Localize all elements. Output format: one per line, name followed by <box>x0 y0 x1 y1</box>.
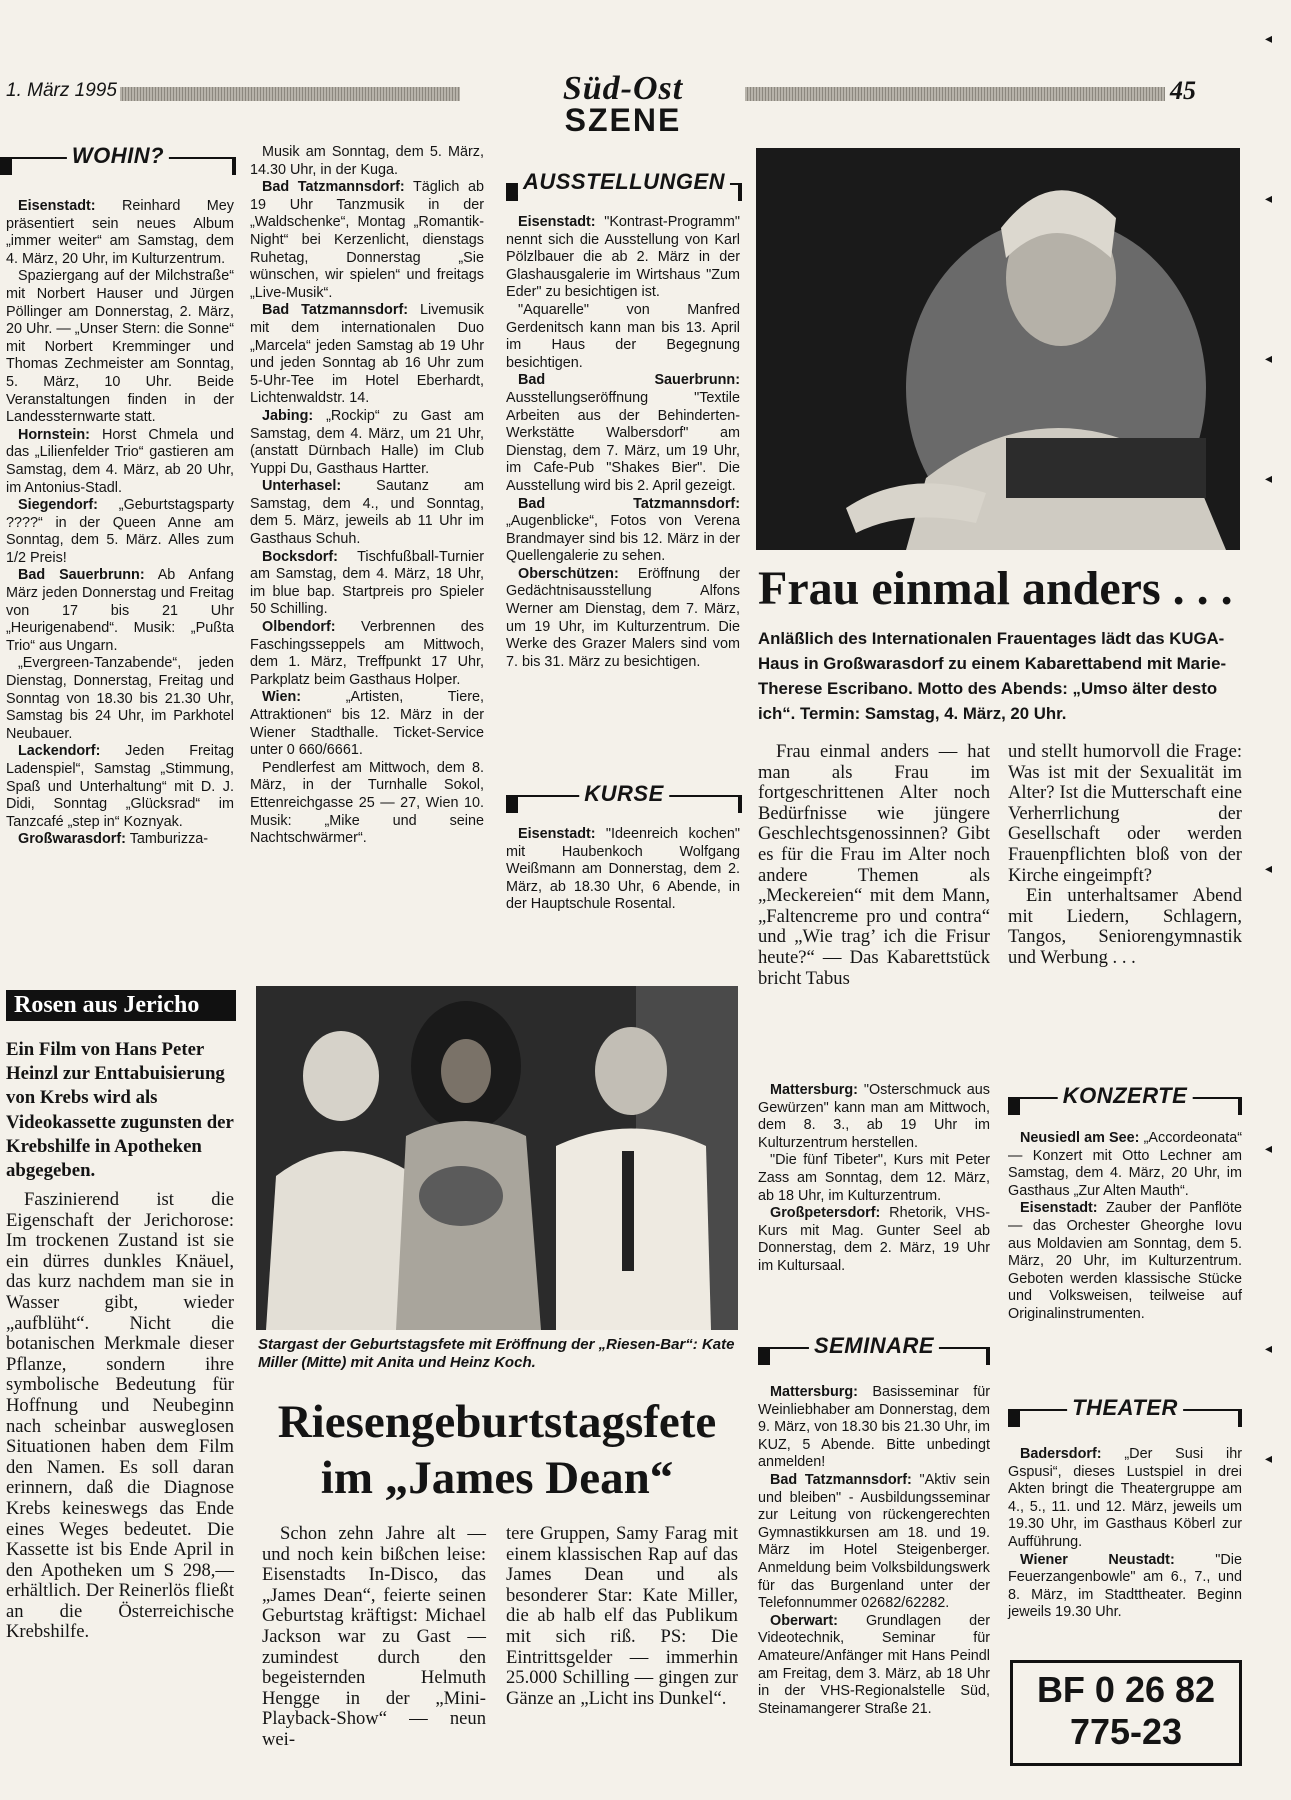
riesen-text-1: Schon zehn Jahre alt — und noch kein bißchen leise: Eisenstadts In-Disco, das „James Dean“, feierte seinen Geburtstag kräftigst: Michael Jackson war zu Gast — zumindest durch den begeisternden Helmuth Hengge in der „Mini-Playback-Show“ — neun wei- <box>262 1523 486 1750</box>
listing-place: Eisenstadt: <box>518 826 596 842</box>
listing-entry <box>506 496 740 566</box>
page-number: 45 <box>1170 76 1196 105</box>
listing-entry <box>1008 1446 1242 1552</box>
listing-entry <box>1008 1130 1242 1200</box>
listing-entry <box>758 1384 990 1472</box>
bf-code-line1: BF 0 26 82 <box>1036 1669 1216 1710</box>
header-rule-left <box>120 87 460 101</box>
listing-text: Tamburizza- <box>125 831 209 848</box>
listing-place: Siegendorf: <box>18 497 98 514</box>
listing-text: Zauber der Panflöte — das Orchester Gheorghe Iovu aus Moldavien am Sonntag, dem 5. März, 20 Uhr, im Kulturzentrum. Geboten werden klassische Stücke und Volksweisen, teilweise auf Originalinstrumenten. <box>1008 1200 1242 1322</box>
listing-text: "Osterschmuck aus Gewürzen" kann man am Mittwoch, dem 8. 3., ab 19 Uhr im Kulturzentrum herstellen. <box>758 1082 990 1151</box>
listing-text: "Die fünf Tibeter", Kurs mit Peter Zass am Sonntag, dem 12. März, ab 18 Uhr, im Kulturzentrum. <box>758 1152 990 1204</box>
seminare-heading: SEMINARE <box>809 1333 939 1359</box>
wohin-column-1 <box>6 198 234 849</box>
listing-text: Spaziergang auf der Milchstraße“ mit Norbert Hauser und Jürgen Pöllinger am Donnerstag, 2. März, 20 Uhr. — „Unser Stern: die Sonne“ mit Norbert Kremminger und Thomas Zechmeister am Sonntag, 5. März, 10 Uhr. Beide Veranstaltungen finden in der Landessternwarte statt. <box>6 268 234 426</box>
listing-place: Wiener Neustadt: <box>1020 1551 1175 1568</box>
listing-entry <box>6 655 234 743</box>
wohin-column-2 <box>250 144 484 848</box>
frau-subhead: Anläßlich des Internationalen Frauentages lädt das KUGA-Haus in Großwarasdorf zu einem Kabarettabend mit Marie-Therese Escribano. Motto des Abends: „Umso älter desto ich“. Termin: Samstag, 4. März, 20 Uhr. <box>758 629 1227 723</box>
section-heading-seminare <box>758 1332 990 1366</box>
rosen-text: Faszinierend ist die Eigenschaft der Jerichorose: Im trockenen Zustand ist sie ein dürres dunkles Knäuel, das kurz nachdem man sie in Wasser gibt, wieder „aufblüht“. Nicht die botanischen Merkmale dieser Pflanze, sondern ihre symbolische Bedeutung für Hoffnung und Neubeginn nach scheinbar ausweglosen Situationen haben dem Film den Namen. Es soll daran erinnern, daß die Diagnose Krebs keineswegs das Ende eines Weges bedeutet. Die Kassette ist bis Ende April in den Apotheken um S 298,— erhältlich. Der Reinerlös fließt an die Österreichische Krebshilfe. <box>6 1189 234 1643</box>
listing-text: "Ideenreich kochen" mit Haubenkoch Wolfgang Weißmann am Donnerstag, dem 2. März, ab 18.30 Uhr, 6 Abende, in der Hauptschule Rosental. <box>506 826 740 913</box>
frau-text-1: Frau einmal anders — hat man als Frau im fortgeschrittenen Alter noch Bedürfnisse wie jüngere Geschlechtsgenossinnen? Gibt es für die Frau im Alter noch andere Themen als „Meckereien“ mit dem Mann, „Faltencreme pro und contra“ und „Wie trag’ ich die Frisur heute?“ — Das Kabarettstück bricht Tabus <box>758 741 990 989</box>
listing-text: Reinhard Mey präsentiert sein neues Album „immer weiter“ am Samstag, dem 4. März, 20 Uhr, im Kulturzentrum. <box>6 198 234 267</box>
listing-place: Oberwart: <box>770 1612 838 1629</box>
kabarett-photo-figure <box>756 148 1240 550</box>
frau-text-2b: Ein unterhaltsamer Abend mit Liedern, Schlagern, Tangos, Seniorengymnastik und Werbung . . . <box>1008 885 1242 968</box>
section-heading-theater <box>1008 1394 1242 1428</box>
listing-text: Verbrennen des Faschingsseppels am Mittwoch, dem 1. März, Treffpunkt 17 Uhr, Parkplatz beim Gasthaus Holper. <box>250 619 484 688</box>
listing-entry <box>250 760 484 848</box>
listing-entry <box>250 179 484 302</box>
listing-place: Unterhasel: <box>262 478 342 495</box>
listing-text: „Artisten, Tiere, Attraktionen“ bis 12. März in der Wiener Stadthalle. Ticket-Service unter 0 660/6661. <box>250 689 484 759</box>
riesen-headline-line1: Riesengeburtstagsfete <box>277 1396 717 1448</box>
listing-entry <box>250 408 484 478</box>
listing-entry <box>6 743 234 831</box>
listing-entry <box>758 1613 990 1719</box>
riesen-column-1 <box>262 1524 486 1751</box>
listing-entry <box>6 497 234 567</box>
kabarett-photo <box>756 148 1240 550</box>
issue-date: 1. März 1995 <box>6 80 117 101</box>
listing-place: Badersdorf: <box>1020 1446 1102 1462</box>
listing-text: „Evergreen-Tanzabende“, jeden Dienstag, Donnerstag, Freitag und Sonntag von 18.30 bis 21.30 Uhr, Samstag bis 24 Uhr, im Parkhotel Neubauer. <box>6 655 234 742</box>
ausstellungen-column <box>506 214 740 671</box>
listing-place: Eisenstadt: <box>18 198 96 214</box>
section-heading-wohin <box>0 142 236 176</box>
listing-text: Grundlagen der Videotechnik, Seminar für Amateure/Anfänger mit Hans Peindl am Freitag, dem 3. März, ab 18 Uhr in der VHS-Regionalstelle Süd, Steinamangerer Straße 21. <box>758 1612 990 1717</box>
listing-text: „Rockip“ zu Gast am Samstag, dem 4. März, um 21 Uhr, (anstatt Dürnbach Halle) im Club Yuppi Du, Gasthaus Hartter. <box>250 407 484 477</box>
konzerte-column <box>1008 1130 1242 1324</box>
logo-line2: SZENE <box>564 102 682 138</box>
listing-text: Horst Chmela und das „Lilienfelder Trio“ gastieren am Samstag, dem 4. März, ab 20 Uhr, im Antonius-Stadl. <box>6 426 234 496</box>
listing-entry <box>6 567 234 655</box>
listing-entry <box>6 268 234 426</box>
listing-entry <box>758 1152 990 1205</box>
listing-entry <box>1008 1200 1242 1323</box>
listing-place: Großpetersdorf: <box>770 1205 881 1222</box>
rosen-column <box>6 1190 234 1643</box>
listing-place: Bad Sauerbrunn: <box>518 372 740 389</box>
listing-text: „Geburtstagsparty ????“ in der Queen Anne am Sonntag, dem 5. März. Alles zum 1/2 Preis! <box>6 497 234 566</box>
frau-column-1 <box>758 742 990 989</box>
listing-place: Bad Tatzmannsdorf: <box>262 302 409 319</box>
listing-text: Eröffnung der Gedächtnisausstellung Alfons Werner am Dienstag, dem 7. März, um 19 Uhr, im Kulturzentrum. Die Werke des Grazer Malers sind vom 7. bis 31. März zu besichtigen. <box>506 565 740 670</box>
listing-place: Bad Tatzmannsdorf: <box>770 1471 912 1488</box>
listing-text: Täglich ab 19 Uhr Tanzmusik in der „Waldschenke“, Montag „Romantik-Night“ bei Kerzenlicht, dienstags Ruhetag, Donnerstag „Sie wünschen, wir spielen“ und freitags „Live-Musik“. <box>250 179 484 301</box>
header-rule-right <box>745 87 1165 101</box>
listing-entry <box>250 144 484 179</box>
listing-text: "Aquarelle" von Manfred Gerdenitsch kann man bis 13. April im Haus der Begegnung besichtigen. <box>506 301 740 371</box>
listing-place: Mattersburg: <box>770 1082 858 1098</box>
listing-place: Jabing: <box>262 407 314 424</box>
listing-text: Sautanz am Samstag, dem 4., und Sonntag, dem 5. März, jeweils ab 11 Uhr im Gasthaus Schuh. <box>250 478 484 548</box>
listing-place: Wien: <box>262 689 302 706</box>
listing-entry <box>506 826 740 914</box>
listing-text: Livemusik mit dem internationalen Duo „Marcela“ jeden Samstag ab 19 Uhr und jeden Sonntag ab 16 Uhr zum 5-Uhr-Tee im Hotel Eberhardt, Lichtenwaldstr. 14. <box>250 302 484 407</box>
listing-text: Ausstellungseröffnung "Textile Arbeiten aus der Behinderten-Werkstätte Walbersdorf" am Dienstag, dem 7. März, um 19 Uhr, im Cafe-Pub "Shakes Bier". Die Ausstellung wird bis 2. April gezeigt. <box>506 389 740 494</box>
listing-entry <box>250 302 484 408</box>
listing-entry <box>506 214 740 302</box>
geburtstag-photo-figures <box>256 986 738 1330</box>
listing-entry <box>250 689 484 759</box>
rosen-subhead: Ein Film von Hans Peter Heinzl zur Enttabuisierung von Krebs wird als Videokassette zugunsten der Krebshilfe in Apotheken abgegeben. <box>6 1039 234 1182</box>
listing-entry <box>250 478 484 548</box>
listing-text: Musik am Sonntag, dem 5. März, 14.30 Uhr, in der Kuga. <box>250 144 484 178</box>
masthead-logo <box>508 70 738 160</box>
ausstellungen-heading: AUSSTELLUNGEN <box>518 169 730 195</box>
listing-text: Tischfußball-Turnier am Samstag, dem 4. März, 18 Uhr, im blue bap. Startpreis pro Spieler 50 Schilling. <box>250 548 484 618</box>
listing-entry <box>506 302 740 372</box>
logo-line1: Süd-Ost <box>562 70 684 107</box>
listing-text: „Augenblicke“, Fotos von Verena Brandmayer sind bis 12. März in der Quellengalerie zu sehen. <box>506 513 740 565</box>
listing-text: „Accordeonata“ — Konzert mit Otto Lechner am Samstag, dem 4. März, 20 Uhr, im Gasthaus „Zur Alten Mauth“. <box>1008 1130 1242 1199</box>
listing-entry <box>6 831 234 849</box>
frau-headline: Frau einmal anders . . . <box>758 562 1233 615</box>
riesen-headline-line2: im „James Dean“ <box>320 1452 674 1504</box>
listing-entry <box>758 1472 990 1613</box>
riesen-column-2 <box>506 1524 738 1709</box>
listing-text: Ab Anfang März jeden Donnerstag und Freitag von 17 bis 21 Uhr „Heurigenabend“. Musik: „Pußta Trio“ aus Ungarn. <box>6 567 235 654</box>
geburtstag-photo <box>256 986 738 1330</box>
listing-text: Rhetorik, VHS-Kurs mit Mag. Gunter Seel ab Donnerstag, dem 2. März, 19 Uhr im Kultursaal. <box>758 1205 990 1274</box>
listing-entry <box>758 1205 990 1275</box>
listing-place: Eisenstadt: <box>518 214 596 230</box>
listing-place: Hornstein: <box>18 426 90 443</box>
geburtstag-caption: Stargast der Geburtstagsfete mit Eröffnung der „Riesen-Bar“: Kate Miller (Mitte) mit Anita und Heinz Koch. <box>258 1336 735 1371</box>
frau-text-2a: und stellt humorvoll die Frage: Was ist mit der Sexualität im Alter? Ist die Mutterschaft eine Verherrlichung der Gesellschaft oder werden Frauenpflichten bloß von der Kirche eingeimpft? <box>1008 741 1242 886</box>
listing-entry <box>506 372 740 495</box>
rosen-label: Rosen aus Jericho <box>6 990 236 1021</box>
listing-place: Mattersburg: <box>770 1384 858 1400</box>
listing-entry <box>6 198 234 268</box>
theater-column <box>1008 1446 1242 1622</box>
listing-text: "Aktiv sein und bleiben" - Ausbildungsseminar zur Leitung von rückengerechten Gymnastikkursen am 18. und 19. März im Hotel Steigenberger. Anmeldung beim Volksbildungswerk für das Burgenland unter der Telefonnummer 02682/62282. <box>758 1471 990 1612</box>
kurse-column <box>506 826 740 914</box>
listing-entry <box>758 1082 990 1152</box>
section-heading-kurse <box>506 780 742 814</box>
listing-text: "Kontrast-Programm" nennt sich die Ausstellung von Karl Pölzlbauer die ab 2. März in der Glashausgalerie im Wirtshaus "Zum Eder" zu besichtigen ist. <box>506 214 740 301</box>
listing-place: Olbendorf: <box>262 619 336 636</box>
bf-code-line2: 775-23 <box>1069 1711 1183 1752</box>
listing-place: Neusiedl am See: <box>1020 1130 1140 1146</box>
section-heading-konzerte <box>1008 1082 1242 1116</box>
kurse-heading: KURSE <box>579 781 669 807</box>
listing-text: „Der Susi ihr Gspusi“, dieses Lustspiel in drei Akten bringt die Theatergruppe am 4., 5., 11. und 12. März, jeweils um 19.30 Uhr, im Gasthaus Köberl zur Aufführung. <box>1008 1446 1242 1550</box>
theater-heading: THEATER <box>1067 1395 1183 1421</box>
seminare-column <box>758 1384 990 1718</box>
section-heading-ausstellungen <box>506 168 742 202</box>
listing-text: Basisseminar für Weinliebhaber am Donnerstag, dem 9. März, von 18.30 bis 21.30 Uhr, im KUZ, 5 Abende. Bitte unbedingt anmelden! <box>758 1384 990 1471</box>
listing-text: Pendlerfest am Mittwoch, dem 8. März, in der Turnhalle Sokol, Ettenreichgasse 25 — 27, Wien 10. Musik: „Mike und seine Nachtschwärmer“. <box>250 759 484 847</box>
listing-place: Bad Tatzmannsdorf: <box>518 495 740 512</box>
listing-place: Bad Tatzmannsdorf: <box>262 179 405 196</box>
frau-column-2 <box>1008 742 1242 969</box>
listing-text: Jeden Freitag Ladenspiel“, Samstag „Stimmung, Spaß und Unterhaltung“ mit D. J. Didi, Sonntag „Glücksrad“ im Tanzcafé „step in“ Koznyak. <box>6 743 234 830</box>
kurse-continued-column <box>758 1082 990 1276</box>
listing-place: Bad Sauerbrunn: <box>18 567 145 584</box>
listing-text: "Die Feuerzangenbowle" am 6., 7., und 8. März, im Stadttheater. Beginn jeweils 19.30 Uhr. <box>1008 1551 1242 1621</box>
listing-entry <box>1008 1552 1242 1622</box>
listing-place: Eisenstadt: <box>1020 1200 1098 1217</box>
listing-place: Lackendorf: <box>18 743 101 760</box>
listing-place: Oberschützen: <box>518 565 619 582</box>
listing-entry <box>250 619 484 689</box>
listing-place: Großwarasdorf: <box>18 831 126 848</box>
listing-entry <box>250 549 484 619</box>
listing-entry <box>506 566 740 672</box>
listing-entry <box>6 427 234 497</box>
wohin-heading: WOHIN? <box>67 143 169 169</box>
margin-marks: ◂ ◂ ◂ ◂ ◂ ◂ ◂ ◂ <box>1265 30 1273 1466</box>
riesen-text-2: tere Gruppen, Samy Farag mit einem klassischen Rap auf das James Dean und als besonderer Star: Kate Miller, die ab halb elf das Publikum mit sich riß. PS: Die Eintrittsgelder — immerhin 25.000 Schilling — gingen zur Gänze an „Licht ins Dunkel“. <box>506 1523 738 1709</box>
listing-place: Bocksdorf: <box>262 548 338 565</box>
konzerte-heading: KONZERTE <box>1058 1083 1193 1109</box>
bf-code-box <box>1010 1660 1242 1766</box>
